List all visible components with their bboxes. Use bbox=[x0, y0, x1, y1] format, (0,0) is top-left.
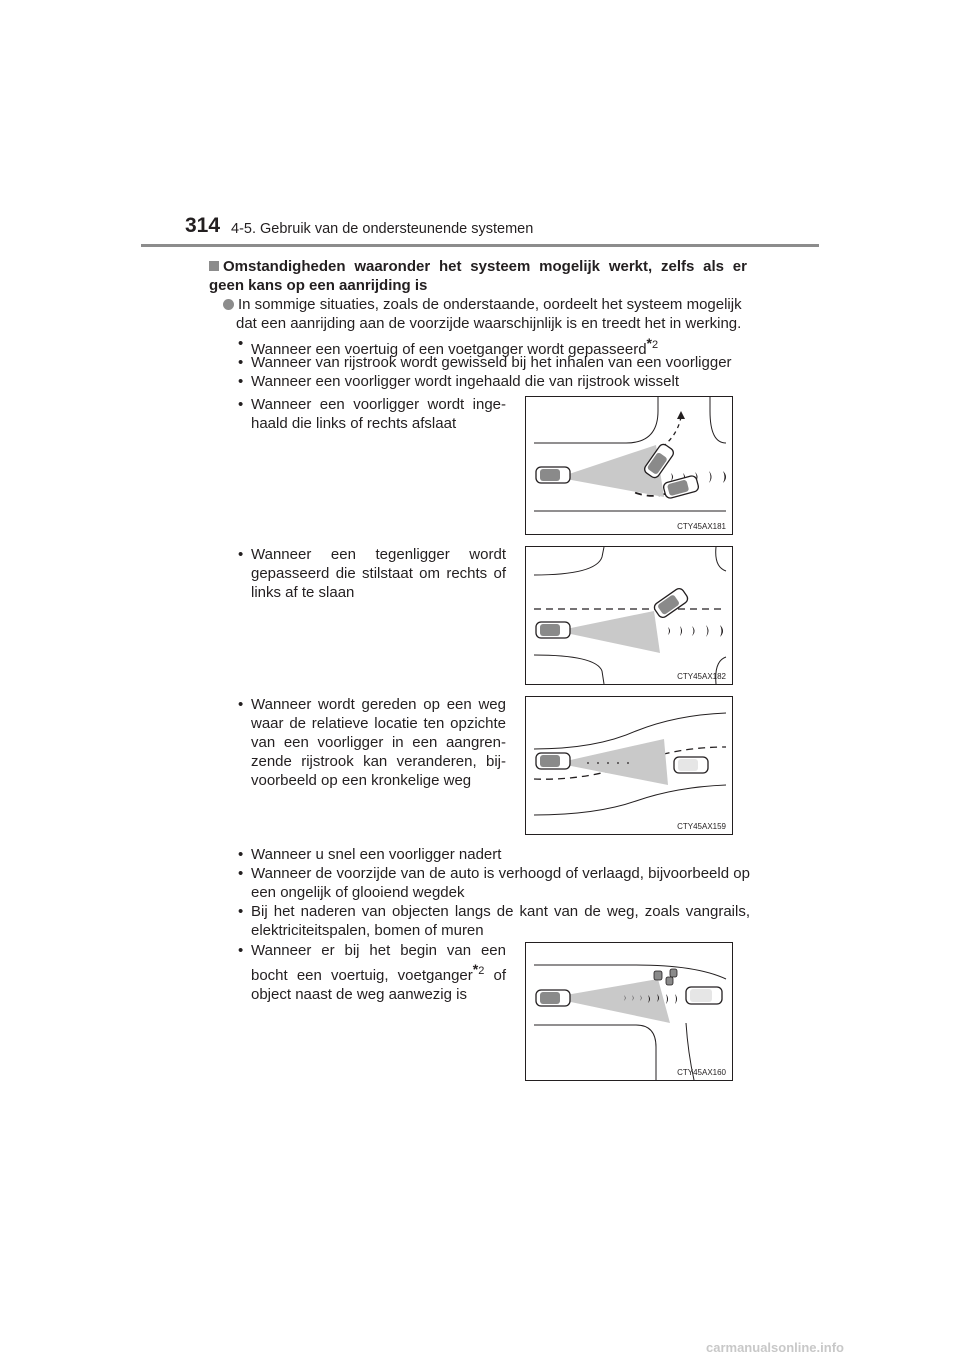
list-item: • Wanneer een voertuig of een voetganger wordt gepasseerd$^{*2}$ bbox=[238, 335, 659, 358]
chapter-title: 4-5. Gebruik van de ondersteunende systemen bbox=[231, 221, 534, 237]
intro-paragraph bbox=[223, 295, 747, 333]
watermark: carmanualsonline.info bbox=[706, 1340, 844, 1355]
figure-turning-vehicle bbox=[525, 396, 733, 535]
intro-line-1: In sommige situaties, zoals de onderstaande, oordeelt het systeem mogelijk bbox=[238, 296, 742, 313]
list-item: • Wanneer van rijstrook wordt gewisseld bij het inhalen van een voorligger bbox=[238, 354, 732, 371]
round-bullet-icon bbox=[223, 299, 234, 310]
list-item: • Wanneer een voorligger wordt ingehaald die van rijstrook wisselt bbox=[238, 373, 679, 390]
list-item: • Bij het naderen van objecten langs de kant van de weg, zoals vangrails, elektriciteitspalen, bomen of muren bbox=[238, 903, 750, 939]
page-number: 314 bbox=[185, 214, 221, 237]
intro-line-2: dat een aanrijding aan de voorzijde waarschijnlijk is en treedt het in werking. bbox=[236, 315, 742, 332]
figure-code: CTY45AX160 bbox=[677, 1068, 726, 1077]
list-item: • Wanneer wordt gereden op een weg waar de relatieve locatie ten opzichte van een voorligger in een aangren-zende rijstrook kan veranderen, bij-voorbeeld op een kronkelige weg bbox=[238, 696, 506, 789]
figure-code: CTY45AX181 bbox=[677, 522, 726, 531]
figure-oncoming-vehicle bbox=[525, 546, 733, 685]
figure-code: CTY45AX159 bbox=[677, 822, 726, 831]
list-item: • Wanneer een tegenligger wordt gepasseerd die stilstaat om rechts of links af te slaan bbox=[238, 546, 506, 601]
figure-curved-road bbox=[525, 696, 733, 835]
list-item: • Wanneer u snel een voorligger nadert bbox=[238, 846, 502, 863]
list-item: • Wanneer er bij het begin van een bocht een voertuig, voetganger$^{*2}$ of object naast de weg aanwezig is bbox=[238, 942, 506, 1003]
square-bullet-icon bbox=[209, 261, 219, 271]
list-item: • Wanneer een voorligger wordt inge-haald die links of rechts afslaat bbox=[238, 396, 506, 432]
figure-curve-entrance bbox=[525, 942, 733, 1081]
figure-code: CTY45AX182 bbox=[677, 672, 726, 681]
section-heading-text: Omstandigheden waaronder het systeem mogelijk werkt, zelfs als er geen kans op een aanrijding is bbox=[209, 258, 747, 294]
section-heading bbox=[209, 257, 747, 295]
list-item: • Wanneer de voorzijde van de auto is verhoogd of verlaagd, bijvoorbeeld op een ongelijk of glooiend wegdek bbox=[238, 865, 750, 901]
header-rule bbox=[141, 244, 819, 247]
